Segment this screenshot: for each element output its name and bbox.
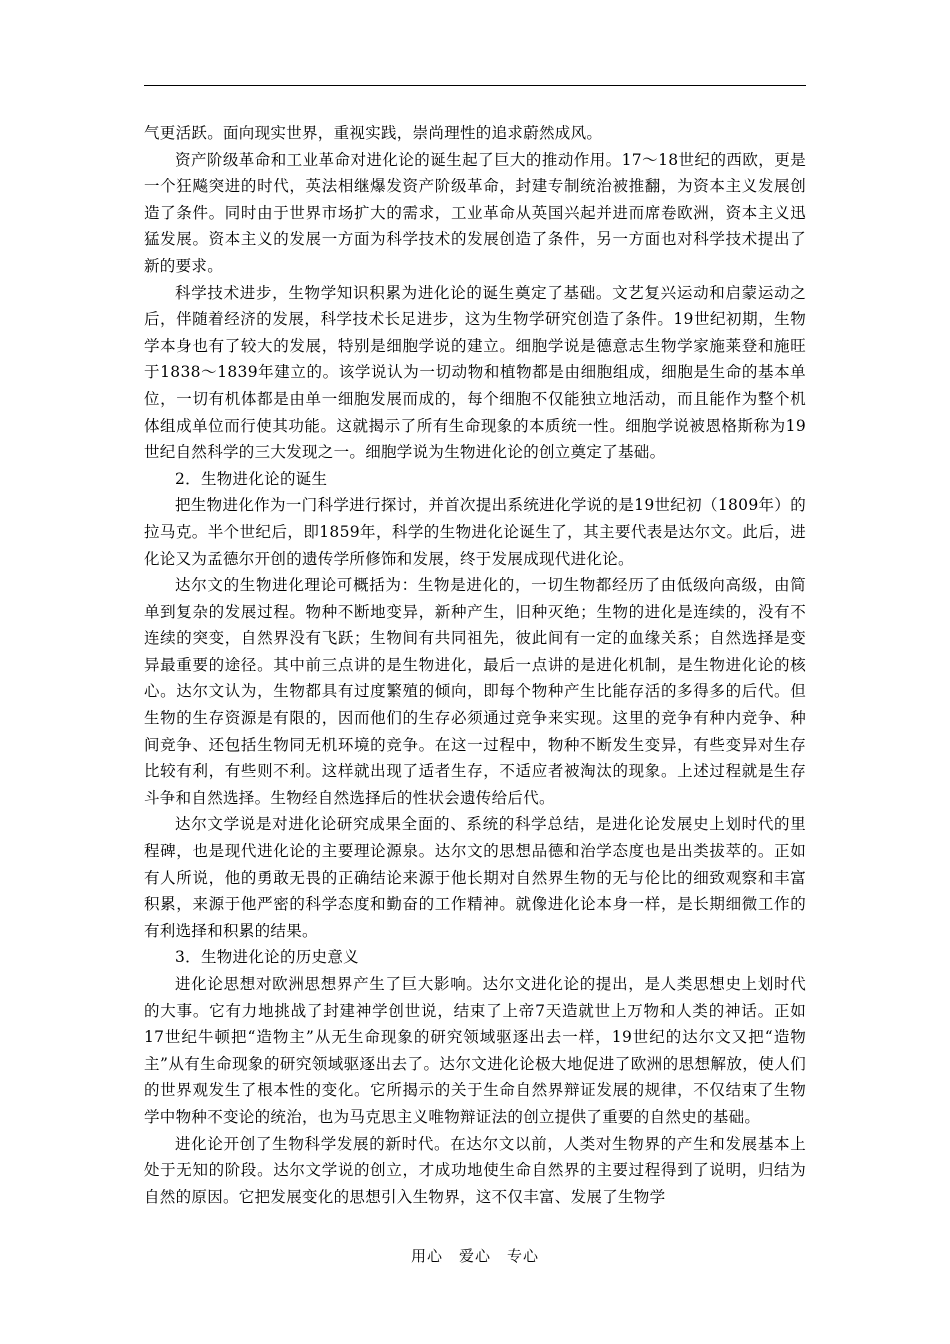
- paragraph-influence: 进化论思想对欧洲思想界产生了巨大影响。达尔文进化论的提出，是人类思想史上划时代的大事。它有力地挑战了封建神学创世说，结束了上帝7天造就世上万物和人类的神话。正如17世纪牛顿把“造物主”从无生命现象的研究领域驱逐出去一样，19世纪的达尔文又把“造物主”从有生命现象的研究领域驱逐出去了。达尔文进化论极大地促进了欧洲的思想解放，使人们的世界观发生了根本性的变化。它所揭示的关于生命自然界辩证发展的规律，不仅结束了生物学中物种不变论的统治，也为马克思主义唯物辩证法的创立提供了重要的自然史的基础。: [144, 975, 806, 1126]
- paragraph-lamarck-darwin: 把生物进化作为一门科学进行探讨，并首次提出系统进化学说的是19世纪初（1809年）的拉马克。半个世纪后，即1859年，科学的生物进化论诞生了，其主要代表是达尔文。此后，进化论又为孟德尔开创的遗传学所修饰和发展，终于发展成现代进化论。: [144, 496, 806, 568]
- paragraph-revolutions: 资产阶级革命和工业革命对进化论的诞生起了巨大的推动作用。17～18世纪的西欧，更是一个狂飚突进的时代，英法相继爆发资产阶级革命，封建专制统治被推翻，为资本主义发展创造了条件。同时由于世界市场扩大的需求，工业革命从英国兴起并进而席卷欧洲，资本主义迅猛发展。资本主义的发展一方面为科学技术的发展创造了条件，另一方面也对科学技术提出了新的要求。: [144, 150, 806, 275]
- paragraph-darwin-summary: 达尔文学说是对进化论研究成果全面的、系统的科学总结，是进化论发展史上划时代的里程碑，也是现代进化论的主要理论源泉。达尔文的思想品德和治学态度也是出类拔萃的。正如有人所说，他的勇敢无畏的正确结论来源于他长期对自然界生物的无与伦比的细致观察和丰富积累，来源于他严密的科学态度和勤奋的工作精神。就像进化论本身一样，是长期细微工作的有利选择和积累的结果。: [144, 815, 806, 940]
- document-body: [144, 120, 806, 1210]
- header-rule: [144, 85, 806, 86]
- paragraph-continuation: 气更活跃。面向现实世界，重视实践，崇尚理性的追求蔚然成风。: [144, 124, 603, 142]
- section-heading-significance: 3．生物进化论的历史意义: [175, 948, 359, 967]
- section-heading-birth: 2．生物进化论的诞生: [175, 469, 328, 488]
- page-footer: 用心 爱心 专心: [410, 1247, 539, 1265]
- paragraph-new-era: 进化论开创了生物科学发展的新时代。在达尔文以前，人类对生物界的产生和发展基本上处于无知的阶段。达尔文学说的创立，才成功地使生命自然界的主要过程得到了说明，归结为自然的原因。它把发展变化的思想引入生物界，这不仅丰富、发展了生物学: [144, 1134, 806, 1206]
- paragraph-science-progress: 科学技术进步，生物学知识积累为进化论的诞生奠定了基础。文艺复兴运动和启蒙运动之后，伴随着经济的发展，科学技术长足进步，这为生物学研究创造了条件。19世纪初期，生物学本身也有了较大的发展，特别是细胞学说的建立。细胞学说是德意志生物学家施莱登和施旺于1838～1839年建立的。该学说认为一切动物和植物都是由细胞组成，细胞是生命的基本单位，一切有机体都是由单一细胞发展而成的，每个细胞不仅能独立地活动，而且能作为整个机体组成单位而行使其功能。这就揭示了所有生命现象的本质统一性。细胞学说被恩格斯称为19世纪自然科学的三大发现之一。细胞学说为生物进化论的创立奠定了基础。: [144, 283, 806, 462]
- paragraph-darwin-theory: 达尔文的生物进化理论可概括为：生物是进化的，一切生物都经历了由低级向高级，由简单到复杂的发展过程。物种不断地变异，新种产生，旧种灭绝；生物的进化是连续的，没有不连续的突变，自然界没有飞跃；生物间有共同祖先，彼此间有一定的血缘关系；自然选择是变异最重要的途径。其中前三点讲的是生物进化，最后一点讲的是进化机制，是生物进化论的核心。达尔文认为，生物都具有过度繁殖的倾向，即每个物种产生比能存活的多得多的后代。但生物的生存资源是有限的，因而他们的生存必须通过竞争来实现。这里的竞争有种内竞争、种间竞争、还包括生物同无机环境的竞争。在这一过程中，物种不断发生变异，有些变异对生存比较有利，有些则不利。这样就出现了适者生存，不适应者被淘汰的现象。上述过程就是生存斗争和自然选择。生物经自然选择后的性状会遗传给后代。: [144, 576, 806, 807]
